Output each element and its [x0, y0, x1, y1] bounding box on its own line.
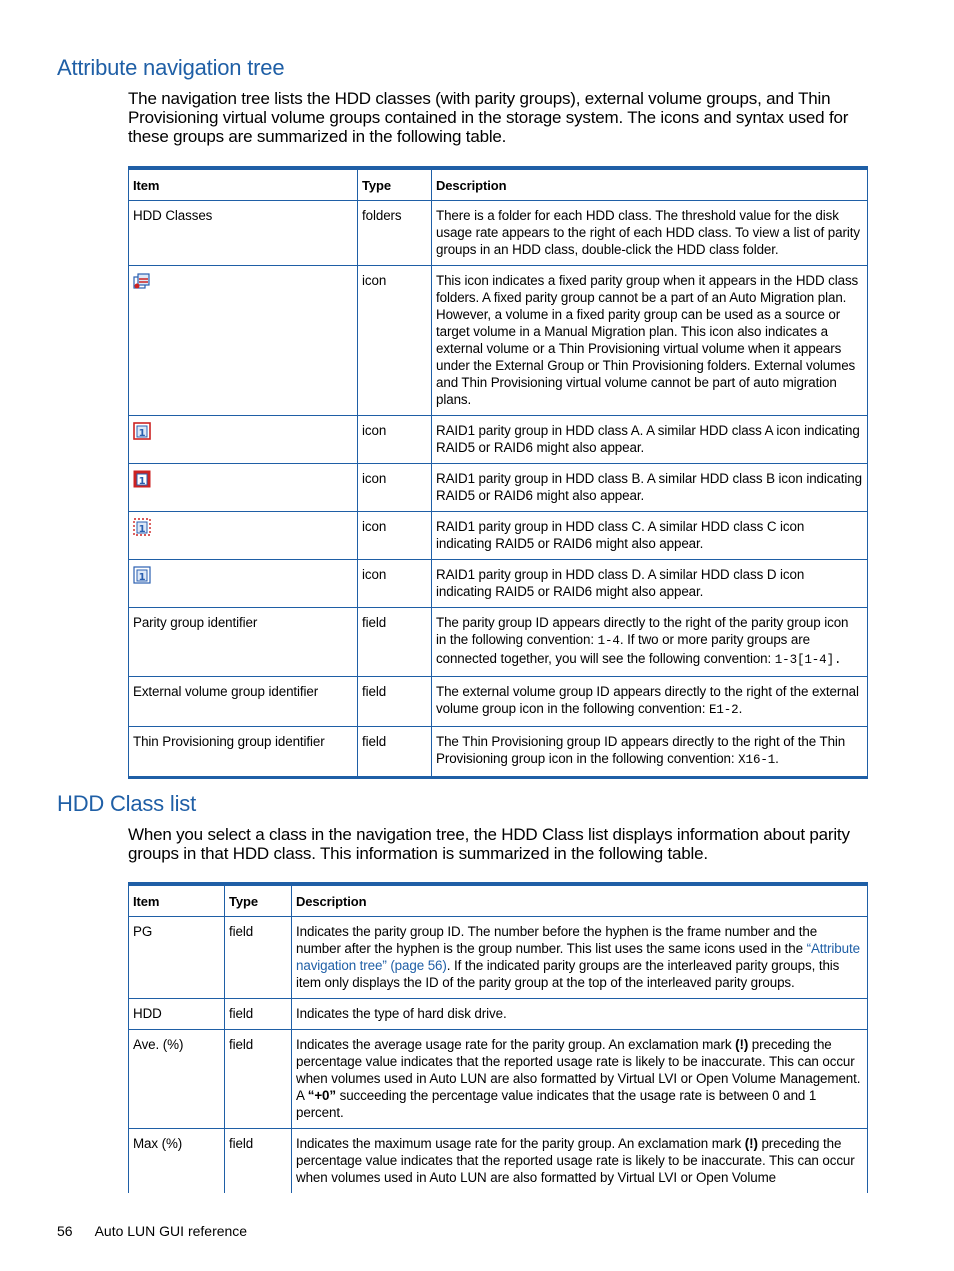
table-row	[129, 999, 868, 1030]
code-sample: E1-2	[708, 703, 739, 717]
table-row	[129, 608, 868, 677]
cell-description: This icon indicates a fixed parity group when it appears in the HDD class folders. A fixed parity group cannot be a part of an Auto Migration plan. However, a volume in a fixed parity group can be used as a source or target volume in a Manual Migration plan. This icon also indicates a external volume or a Thin Provisioning virtual volume when it appears under the External Group or Thin Provisioning folders. External volumes and Thin Provisioning virtual volume cannot be part of auto migration plans.	[432, 266, 868, 416]
table-row	[129, 416, 868, 464]
description-text: Indicates the average usage rate for the parity group. An exclamation mark	[296, 1037, 736, 1052]
svg-text:1: 1	[138, 524, 146, 535]
code-sample: 1-4	[597, 634, 620, 648]
table-row	[129, 201, 868, 266]
description-text: The external volume group ID appears directly to the right of the external volume group icon in the following convention:	[436, 684, 859, 716]
svg-text:1: 1	[138, 572, 146, 583]
cell-type: icon	[358, 512, 432, 560]
column-header-description: Description	[432, 168, 868, 201]
column-header-item: Item	[129, 884, 225, 917]
column-header-item: Item	[129, 168, 358, 201]
cell-type: icon	[358, 416, 432, 464]
table-header-row	[129, 168, 868, 201]
description-text: preceding the percentage value indicates that the reported usage rate is likely to be inaccurate. This can occur when volumes used in Auto LUN are also formatted by Virtual LVI or Open Volume Management. A	[296, 1037, 861, 1103]
cell-item: PG	[129, 917, 225, 999]
cell-type: folders	[358, 201, 432, 266]
section-title-hdd-class-list: HDD Class list	[57, 791, 196, 816]
cell-description	[292, 1129, 868, 1194]
description-text: .	[775, 751, 779, 766]
cell-item	[129, 560, 358, 608]
cell-description: RAID1 parity group in HDD class C. A similar HDD class C icon indicating RAID5 or RAID6 might also appear.	[432, 512, 868, 560]
cell-description	[292, 1030, 868, 1129]
table-row	[129, 464, 868, 512]
cell-description: RAID1 parity group in HDD class B. A similar HDD class B icon indicating RAID5 or RAID6 might also appear.	[432, 464, 868, 512]
hdd-class-list-table	[128, 882, 868, 1193]
description-text: The Thin Provisioning group ID appears directly to the right of the Thin Provisioning group icon in the following convention:	[436, 734, 846, 766]
cell-item	[129, 464, 358, 512]
description-text: The parity group ID appears directly to the right of the parity group icon in the following convention:	[436, 615, 849, 647]
page-number: 56	[57, 1223, 73, 1239]
table-row	[129, 266, 868, 416]
raid1-class-c-icon	[133, 518, 151, 536]
table-header-row	[129, 884, 868, 917]
cell-item: Ave. (%)	[129, 1030, 225, 1129]
column-header-type: Type	[225, 884, 292, 917]
code-sample: 1-3[1-4].	[774, 653, 842, 667]
table-row	[129, 917, 868, 999]
cell-item: Parity group identifier	[129, 608, 358, 677]
column-header-description: Description	[292, 884, 868, 917]
cell-description	[432, 608, 868, 677]
raid1-class-b-icon	[133, 470, 151, 488]
cell-description: RAID1 parity group in HDD class A. A similar HDD class A icon indicating RAID5 or RAID6 might also appear.	[432, 416, 868, 464]
cell-description: RAID1 parity group in HDD class D. A similar HDD class D icon indicating RAID5 or RAID6 might also appear.	[432, 560, 868, 608]
cell-type: field	[358, 727, 432, 778]
table-row	[129, 677, 868, 727]
attribute-navigation-table	[128, 166, 868, 779]
description-text: . If the indicated parity groups are the interleaved parity groups, this item only displays the ID of the parity group at the top of the interleaved parity groups.	[296, 958, 840, 990]
cell-item: Max (%)	[129, 1129, 225, 1194]
cell-type: icon	[358, 266, 432, 416]
cell-type: field	[225, 917, 292, 999]
cell-item	[129, 416, 358, 464]
cell-type: field	[358, 677, 432, 727]
fixed-parity-group-icon	[133, 272, 151, 290]
cell-item: Thin Provisioning group identifier	[129, 727, 358, 778]
svg-text:1: 1	[138, 428, 146, 439]
cell-description	[432, 677, 868, 727]
cell-type: field	[225, 999, 292, 1030]
cell-description: There is a folder for each HDD class. The threshold value for the disk usage rate appears to the right of each HDD class. To view a list of parity groups in an HDD class, double-click the HDD class folder.	[432, 201, 868, 266]
raid1-class-a-icon	[133, 422, 151, 440]
cell-type: field	[225, 1030, 292, 1129]
cell-description: Indicates the type of hard disk drive.	[292, 999, 868, 1030]
code-sample: X16-1	[738, 753, 776, 767]
raid1-class-d-icon	[133, 566, 151, 584]
section-intro-paragraph: When you select a class in the navigation tree, the HDD Class list displays information about parity groups in that HDD class. This information is summarized in the following table.	[128, 825, 850, 863]
cell-item	[129, 266, 358, 416]
table-row	[129, 1129, 868, 1194]
cell-item	[129, 512, 358, 560]
cell-type: field	[225, 1129, 292, 1194]
cell-item: External volume group identifier	[129, 677, 358, 727]
column-header-type: Type	[358, 168, 432, 201]
description-text: . If two or more parity groups are connected together, you will see the following convention:	[436, 632, 810, 666]
svg-text:1: 1	[138, 476, 146, 487]
table-row	[129, 727, 868, 778]
table-row	[129, 560, 868, 608]
section-title-attribute-navigation-tree: Attribute navigation tree	[57, 55, 285, 80]
cell-item: HDD	[129, 999, 225, 1030]
description-text: .	[738, 701, 743, 716]
exclamation-mark-symbol: (!)	[744, 1136, 758, 1151]
cell-type: icon	[358, 464, 432, 512]
footer-title: Auto LUN GUI reference	[94, 1223, 248, 1239]
cell-description	[432, 727, 868, 778]
description-text: Indicates the parity group ID. The number before the hyphen is the frame number and the number after the hyphen is the group number. This list uses the same icons used in the	[296, 924, 818, 956]
section-intro-paragraph: The navigation tree lists the HDD classes (with parity groups), external volume groups, and Thin Provisioning virtual volume groups contained in the storage system. The icons and syntax used for these groups are summarized in the following table.	[128, 89, 849, 146]
table-row	[129, 512, 868, 560]
cell-type: field	[358, 608, 432, 677]
plus-zero-symbol: “+0”	[307, 1088, 336, 1103]
cell-description	[292, 917, 868, 999]
cross-reference-link[interactable]: “Attribute navigation tree” (page 56)	[296, 941, 860, 973]
table-row	[129, 1030, 868, 1129]
description-text: succeeding the percentage value indicates that the usage rate is between 0 and 1 percent.	[296, 1088, 817, 1120]
page-footer	[57, 1223, 247, 1239]
exclamation-mark-symbol: (!)	[735, 1037, 749, 1052]
description-text: preceding the percentage value indicates that the reported usage rate is likely to be inaccurate. This can occur when volumes used in Auto LUN are also formatted by Virtual LVI or Open Volume	[296, 1136, 855, 1185]
cell-item: HDD Classes	[129, 201, 358, 266]
cell-type: icon	[358, 560, 432, 608]
description-text: Indicates the maximum usage rate for the parity group. An exclamation mark	[296, 1136, 745, 1151]
